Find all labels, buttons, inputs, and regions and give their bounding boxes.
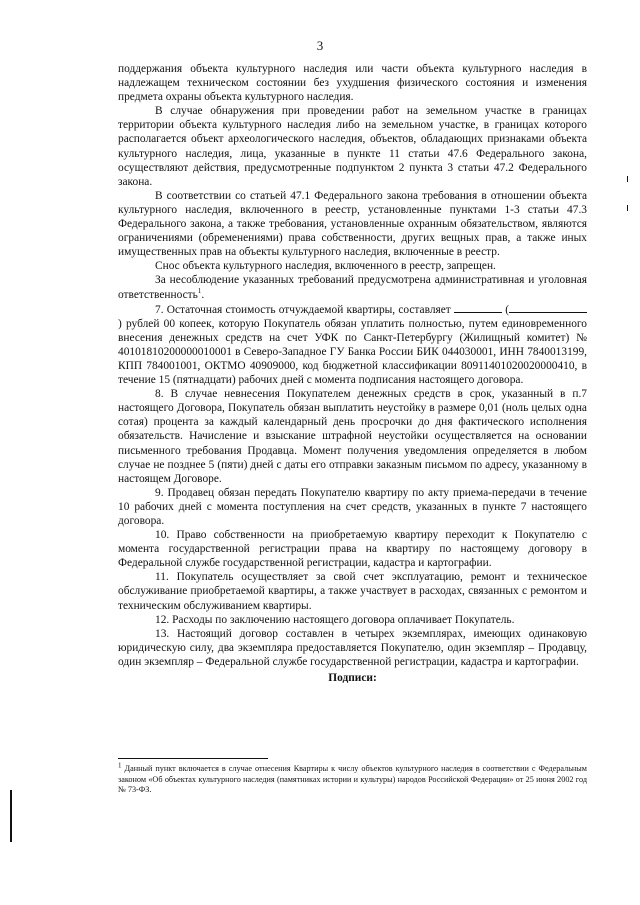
scan-edge-mark (627, 176, 628, 182)
scan-edge-mark (10, 790, 12, 842)
clause-8: 8. В случае невнесения Покупателем денежных средств в срок, указанный в п.7 настоящего Договора, Покупатель обязан выплатить неустойку в размере 0,01 (ноль целых одна сотая) процента за каждый календарный день просрочки до дня фактического исполнения обязательств. Начисление и взыскание штрафной неустойки осуществляется на основании письменного требования Продавца. Момент получения уведомления определяется в любом случае не позднее 5 (пяти) дней с даты его отправки заказным письмом по адресу, указанному в настоящем Договоре. (118, 388, 587, 485)
footnote (118, 761, 587, 796)
liability-text: За несоблюдение указанных требований предусмотрена административная и уголовная ответственность (118, 274, 587, 301)
paragraph-demolition-ban: Снос объекта культурного наследия, включенного в реестр, запрещен. (155, 260, 496, 273)
paragraph-continuation: поддержания объекта культурного наследия или части объекта культурного наследия в надлежащем техническом состоянии без ухудшения физического состояния и изменения предмета охраны объекта культурного наследия. (118, 63, 587, 104)
clause-12: 12. Расходы по заключению настоящего договора оплачивает Покупатель. (155, 613, 515, 626)
paragraph-encumbrances: В соответствии со статьей 47.1 Федерального закона требования в отношении объекта культурного наследия, включенного в реестр, установленные пунктами 1-3 статьи 47.3 Федерального закона, а также требования, установленные охранным обязательством, являются ограничениями (обременениями) права собственности, других вещных прав, а также иных имущественных прав на объекты культурного наследия, включенные в реестр. (118, 189, 587, 259)
clause-13: 13. Настоящий договор составлен в четырех экземплярах, имеющих одинаковую юридическую силу, два экземпляра предоставляется Покупателю, один экземпляр – Продавцу, один экземпляр – Федеральной службе государственной регистрации, кадастра и картографии. (118, 627, 587, 668)
clause-7 (118, 302, 587, 388)
paragraph-archaeology: В случае обнаружения при проведении работ на земельном участке в границах территории объекта культурного наследия либо на земельном участке, в границах которого располагается объект археологического наследия, объектов, обладающих признаками объекта культурного наследия, лица, указанные в пункте 11 статьи 47.6 Федерального закона, осуществляют действия, предусмотренные подпунктом 2 пункта 3 статьи 47.2 Федерального закона. (118, 105, 587, 188)
document-body (118, 62, 587, 685)
paragraph-liability: За несоблюдение указанных требований предусмотрена административная и уголовная ответственность$^1$. (118, 274, 587, 301)
footnote-text: Данный пункт включается в случае отнесения Квартиры к числу объектов культурного наследия в соответствии с Федеральным законом «Об объектах культурного наследия (памятниках истории и культуры) народов Российской Федерации» от 25 июня 2002 год № 73-ФЗ. (118, 764, 587, 794)
page-number: 3 (316, 38, 324, 53)
clause-9: 9. Продавец обязан передать Покупателю квартиру по акту приема-передачи в течение 10 рабочих дней с момента поступления на счет средств, указанных в пункте 7 настоящего договора. (118, 486, 587, 527)
clause-7-rest: ) рублей 00 копеек, которую Покупатель обязан уплатить полностью, путем единовременного внесения денежных средств на счет УФК по Санкт-Петербургу (Жилищный комитет) № 40101810200000010001 в Северо-Западное ГУ Банка России БИК 044030001, ИНН 7840013199, КПП 784001001, ОКТМО 40909000, код бюджетной классификации 80911401020020000410, в течение 15 (пятнадцати) рабочих дней с момента подписания настоящего договора. (118, 317, 587, 387)
price-blank[interactable] (454, 302, 502, 313)
footnote-mark: 1 (118, 761, 122, 770)
clause-10: 10. Право собственности на приобретаемую квартиру переходит к Покупателю с момента государственной регистрации права на квартиру по настоящему договору в Федеральной службе государственной регистрации, кадастра и картографии. (118, 529, 587, 570)
scan-edge-mark (627, 205, 628, 211)
footnote-reference: 1 (197, 286, 202, 295)
price-words-blank[interactable] (509, 302, 587, 313)
signatures-heading: Подписи: (328, 672, 377, 685)
clause-7-start: 7. Остаточная стоимость отчуждаемой квартиры, составляет (155, 303, 451, 316)
clause-11: 11. Покупатель осуществляет за свой счет эксплуатацию, ремонт и техническое обслуживание приобретаемой квартиры, а также участвует в расходах, связанных с ремонтом и техническим обслуживанием квартиры. (118, 571, 587, 612)
footnote-divider (118, 758, 268, 759)
clause-7-open-paren: ( (505, 303, 509, 316)
